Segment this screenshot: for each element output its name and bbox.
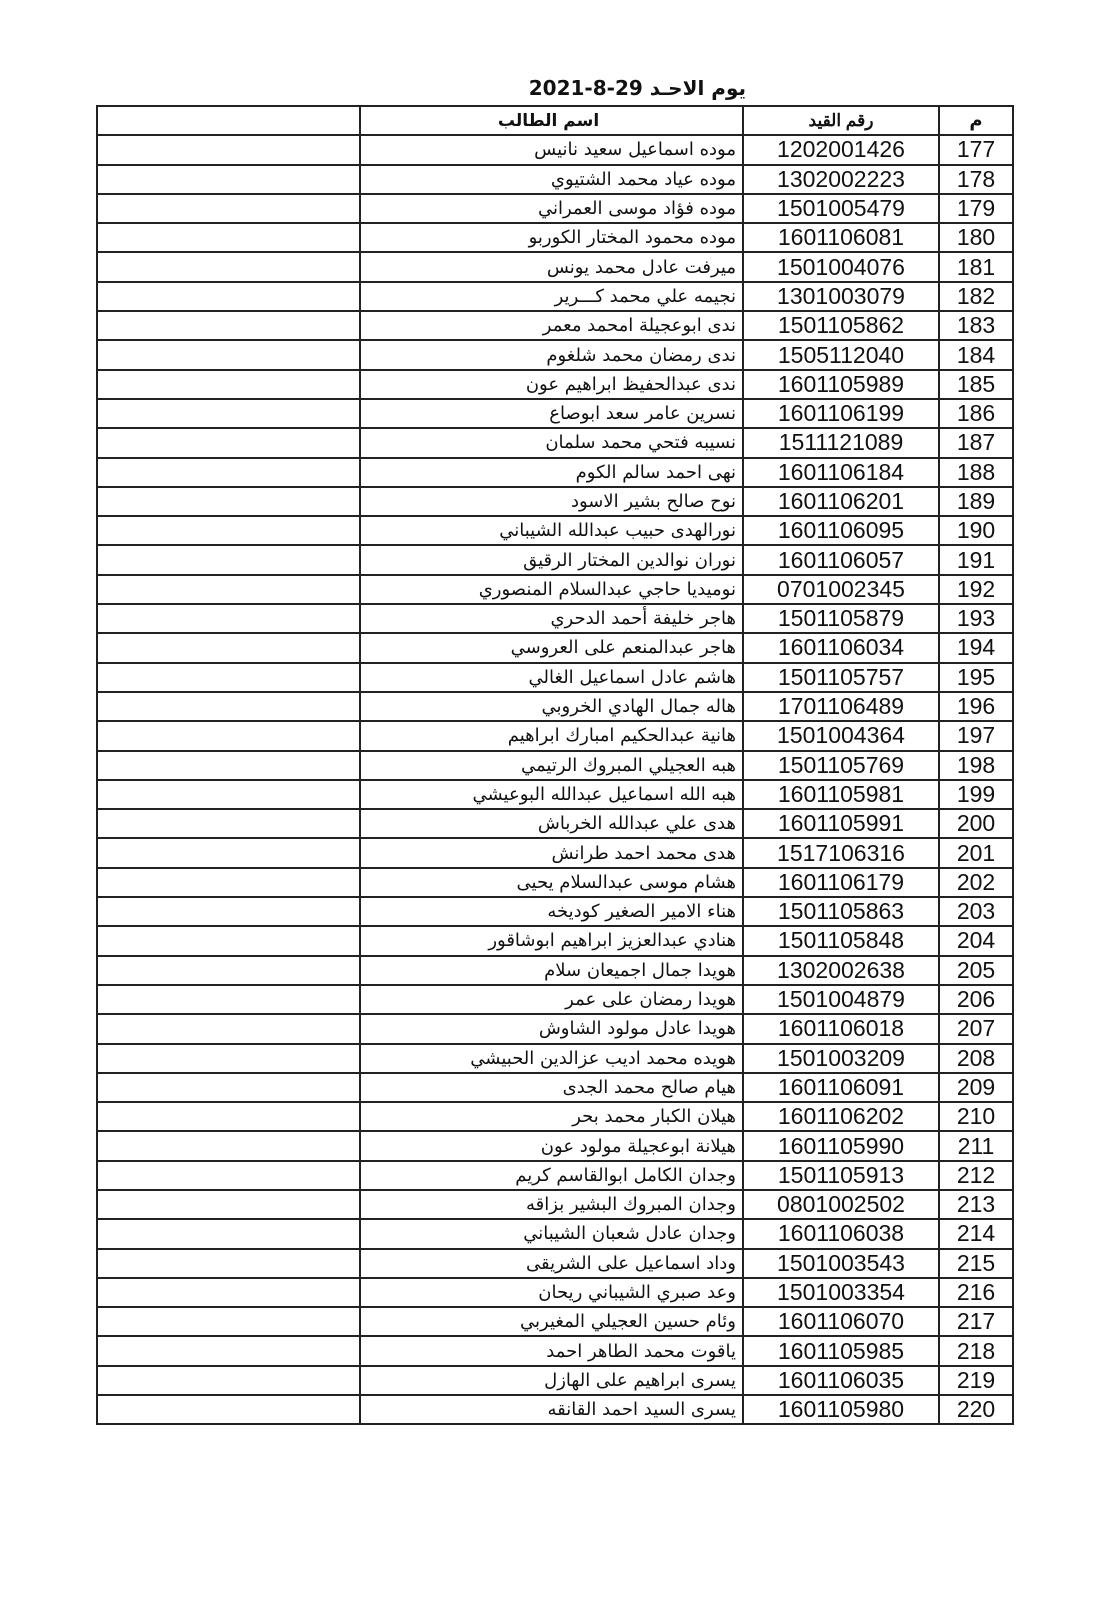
table-row [97, 282, 1013, 311]
serial-number-cell: 180 [939, 223, 1013, 252]
header-serial: م [939, 106, 1013, 135]
registration-number-cell: 1601106091 [743, 1073, 939, 1102]
serial-number-cell: 217 [939, 1307, 1013, 1336]
serial-number-cell: 194 [939, 633, 1013, 662]
serial-number-cell: 206 [939, 985, 1013, 1014]
serial-number-cell: 203 [939, 897, 1013, 926]
serial-number-cell: 178 [939, 165, 1013, 194]
row-blank-cell [97, 604, 360, 633]
student-name-cell: ميرفت عادل محمد يونس [360, 252, 743, 281]
registration-number-cell: 1601105981 [743, 780, 939, 809]
serial-number-cell: 189 [939, 487, 1013, 516]
table-header-row [97, 106, 1013, 135]
table-row [97, 1014, 1013, 1043]
registration-number-cell: 1601106179 [743, 868, 939, 897]
student-name-cell: هشام موسى عبدالسلام يحيى [360, 868, 743, 897]
row-blank-cell [97, 897, 360, 926]
row-blank-cell [97, 985, 360, 1014]
serial-number-cell: 205 [939, 956, 1013, 985]
student-name-cell: هاشم عادل اسماعيل الغالي [360, 663, 743, 692]
row-blank-cell [97, 545, 360, 574]
table-row [97, 165, 1013, 194]
serial-number-cell: 218 [939, 1336, 1013, 1365]
registration-number-cell: 1517106316 [743, 838, 939, 867]
row-blank-cell [97, 370, 360, 399]
student-name-cell: ندى ابوعجيلة امحمد معمر [360, 311, 743, 340]
row-blank-cell [97, 926, 360, 955]
student-name-cell: ندى عبدالحفيظ ابراهيم عون [360, 370, 743, 399]
registration-number-cell: 1511121089 [743, 428, 939, 457]
student-name-cell: موده اسماعيل سعيد نانيس [360, 135, 743, 164]
row-blank-cell [97, 252, 360, 281]
student-name-cell: موده محمود المختار الكوربو [360, 223, 743, 252]
table-row [97, 985, 1013, 1014]
registration-number-cell: 1501105862 [743, 311, 939, 340]
table-row [97, 1190, 1013, 1219]
registration-number-cell: 1505112040 [743, 340, 939, 369]
serial-number-cell: 201 [939, 838, 1013, 867]
table-row [97, 838, 1013, 867]
serial-number-cell: 208 [939, 1044, 1013, 1073]
serial-number-cell: 191 [939, 545, 1013, 574]
table-row [97, 1073, 1013, 1102]
student-name-cell: موده فؤاد موسى العمراني [360, 194, 743, 223]
row-blank-cell [97, 1249, 360, 1278]
row-blank-cell [97, 282, 360, 311]
row-blank-cell [97, 194, 360, 223]
row-blank-cell [97, 1190, 360, 1219]
registration-number-cell: 1601105980 [743, 1395, 939, 1424]
table-row [97, 1395, 1013, 1424]
serial-number-cell: 198 [939, 751, 1013, 780]
registration-number-cell: 1301003079 [743, 282, 939, 311]
student-name-cell: وجدان الكامل ابوالقاسم كريم [360, 1161, 743, 1190]
registration-number-cell: 0701002345 [743, 575, 939, 604]
student-name-cell: نورالهدى حبيب عبدالله الشيباني [360, 516, 743, 545]
registration-number-cell: 0801002502 [743, 1190, 939, 1219]
student-name-cell: وداد اسماعيل على الشريقى [360, 1249, 743, 1278]
registration-number-cell: 1601106081 [743, 223, 939, 252]
table-row [97, 897, 1013, 926]
row-blank-cell [97, 809, 360, 838]
table-row [97, 1336, 1013, 1365]
row-blank-cell [97, 487, 360, 516]
registration-number-cell: 1601106018 [743, 1014, 939, 1043]
student-name-cell: نوران نوالدين المختار الرقيق [360, 545, 743, 574]
student-name-cell: وجدان عادل شعبان الشيباني [360, 1219, 743, 1248]
serial-number-cell: 186 [939, 399, 1013, 428]
student-name-cell: يسرى ابراهيم على الهازل [360, 1366, 743, 1395]
serial-number-cell: 193 [939, 604, 1013, 633]
serial-number-cell: 192 [939, 575, 1013, 604]
row-blank-cell [97, 1307, 360, 1336]
registration-number-cell: 1302002223 [743, 165, 939, 194]
serial-number-cell: 200 [939, 809, 1013, 838]
serial-number-cell: 197 [939, 721, 1013, 750]
table-row [97, 1249, 1013, 1278]
registration-number-cell: 1501004364 [743, 721, 939, 750]
serial-number-cell: 204 [939, 926, 1013, 955]
registration-number-cell: 1501003354 [743, 1278, 939, 1307]
row-blank-cell [97, 428, 360, 457]
registration-number-cell: 1501105848 [743, 926, 939, 955]
table-row [97, 692, 1013, 721]
table-row [97, 1102, 1013, 1131]
row-blank-cell [97, 223, 360, 252]
row-blank-cell [97, 1014, 360, 1043]
registration-number-cell: 1601106202 [743, 1102, 939, 1131]
serial-number-cell: 213 [939, 1190, 1013, 1219]
row-blank-cell [97, 1161, 360, 1190]
serial-number-cell: 196 [939, 692, 1013, 721]
header-student-name: اسم الطالب [360, 106, 743, 135]
serial-number-cell: 202 [939, 868, 1013, 897]
table-row [97, 311, 1013, 340]
table-row [97, 487, 1013, 516]
student-name-cell: هويدا عادل مولود الشاوش [360, 1014, 743, 1043]
student-name-cell: هويدا رمضان على عمر [360, 985, 743, 1014]
table-row [97, 1219, 1013, 1248]
student-name-cell: هاجر عبدالمنعم على العروسي [360, 633, 743, 662]
registration-number-cell: 1501105769 [743, 751, 939, 780]
student-name-cell: نجيمه علي محمد كـــرير [360, 282, 743, 311]
student-name-cell: موده عياد محمد الشتيوي [360, 165, 743, 194]
student-name-cell: وعد صبري الشيباني ريحان [360, 1278, 743, 1307]
table-row [97, 370, 1013, 399]
row-blank-cell [97, 868, 360, 897]
student-name-cell: وجدان المبروك البشير بزاقه [360, 1190, 743, 1219]
serial-number-cell: 185 [939, 370, 1013, 399]
serial-number-cell: 190 [939, 516, 1013, 545]
student-name-cell: يسرى السيد احمد القانقه [360, 1395, 743, 1424]
table-row [97, 721, 1013, 750]
serial-number-cell: 177 [939, 135, 1013, 164]
row-blank-cell [97, 633, 360, 662]
student-name-cell: هناء الامير الصغير كوديخه [360, 897, 743, 926]
student-name-cell: هبه الله اسماعيل عبدالله البوعيشي [360, 780, 743, 809]
serial-number-cell: 215 [939, 1249, 1013, 1278]
registration-number-cell: 1601106095 [743, 516, 939, 545]
student-name-cell: هدى علي عبدالله الخرباش [360, 809, 743, 838]
serial-number-cell: 219 [939, 1366, 1013, 1395]
row-blank-cell [97, 1395, 360, 1424]
registration-number-cell: 1501004076 [743, 252, 939, 281]
registration-number-cell: 1501005479 [743, 194, 939, 223]
row-blank-cell [97, 458, 360, 487]
student-name-cell: نوميديا حاجي عبدالسلام المنصوري [360, 575, 743, 604]
table-row [97, 194, 1013, 223]
row-blank-cell [97, 1219, 360, 1248]
row-blank-cell [97, 165, 360, 194]
registration-number-cell: 1601106184 [743, 458, 939, 487]
serial-number-cell: 195 [939, 663, 1013, 692]
registration-number-cell: 1601106034 [743, 633, 939, 662]
row-blank-cell [97, 663, 360, 692]
table-row [97, 135, 1013, 164]
row-blank-cell [97, 838, 360, 867]
table-row [97, 1278, 1013, 1307]
student-name-cell: نوح صالح بشير الاسود [360, 487, 743, 516]
student-name-cell: هويده محمد اديب عزالدين الحبيشي [360, 1044, 743, 1073]
row-blank-cell [97, 1102, 360, 1131]
registration-number-cell: 1501003209 [743, 1044, 939, 1073]
page-title: يوم الاحـد 29-8-2021 [528, 76, 746, 100]
table-row [97, 399, 1013, 428]
row-blank-cell [97, 1278, 360, 1307]
row-blank-cell [97, 311, 360, 340]
serial-number-cell: 216 [939, 1278, 1013, 1307]
registration-number-cell: 1601106035 [743, 1366, 939, 1395]
student-name-cell: وئام حسين العجيلي المغيربي [360, 1307, 743, 1336]
student-name-cell: هاجر خليفة أحمد الدحري [360, 604, 743, 633]
header-registration-number: رقم القيد [743, 106, 939, 135]
row-blank-cell [97, 692, 360, 721]
row-blank-cell [97, 575, 360, 604]
registration-number-cell: 1501004879 [743, 985, 939, 1014]
table-row [97, 663, 1013, 692]
serial-number-cell: 184 [939, 340, 1013, 369]
row-blank-cell [97, 1336, 360, 1365]
registration-number-cell: 1501105863 [743, 897, 939, 926]
student-name-cell: ياقوت محمد الطاهر احمد [360, 1336, 743, 1365]
student-name-cell: هدى محمد احمد طرانش [360, 838, 743, 867]
table-row [97, 1366, 1013, 1395]
row-blank-cell [97, 721, 360, 750]
serial-number-cell: 199 [939, 780, 1013, 809]
student-name-cell: هيام صالح محمد الجدى [360, 1073, 743, 1102]
table-row [97, 545, 1013, 574]
serial-number-cell: 209 [939, 1073, 1013, 1102]
registration-number-cell: 1202001426 [743, 135, 939, 164]
serial-number-cell: 183 [939, 311, 1013, 340]
serial-number-cell: 214 [939, 1219, 1013, 1248]
table-row [97, 252, 1013, 281]
student-name-cell: نسيبه فتحي محمد سلمان [360, 428, 743, 457]
table-row [97, 1307, 1013, 1336]
registration-number-cell: 1501105913 [743, 1161, 939, 1190]
serial-number-cell: 211 [939, 1131, 1013, 1160]
row-blank-cell [97, 1366, 360, 1395]
registration-number-cell: 1601106201 [743, 487, 939, 516]
table-row [97, 1044, 1013, 1073]
serial-number-cell: 182 [939, 282, 1013, 311]
serial-number-cell: 188 [939, 458, 1013, 487]
serial-number-cell: 220 [939, 1395, 1013, 1424]
table-row [97, 575, 1013, 604]
registration-number-cell: 1601105985 [743, 1336, 939, 1365]
row-blank-cell [97, 399, 360, 428]
serial-number-cell: 207 [939, 1014, 1013, 1043]
row-blank-cell [97, 956, 360, 985]
table-row [97, 1131, 1013, 1160]
student-name-cell: هويدا جمال اجميعان سلام [360, 956, 743, 985]
student-name-cell: هنادي عبدالعزيز ابراهيم ابوشاقور [360, 926, 743, 955]
serial-number-cell: 212 [939, 1161, 1013, 1190]
row-blank-cell [97, 1044, 360, 1073]
table-row [97, 1161, 1013, 1190]
table-row [97, 956, 1013, 985]
registration-number-cell: 1501105879 [743, 604, 939, 633]
student-name-cell: ندى رمضان محمد شلغوم [360, 340, 743, 369]
student-name-cell: نهى احمد سالم الكوم [360, 458, 743, 487]
registration-number-cell: 1501105757 [743, 663, 939, 692]
table-row [97, 223, 1013, 252]
serial-number-cell: 187 [939, 428, 1013, 457]
table-row [97, 809, 1013, 838]
row-blank-cell [97, 751, 360, 780]
registration-number-cell: 1601106199 [743, 399, 939, 428]
student-name-cell: هبه العجيلي المبروك الرتيمي [360, 751, 743, 780]
registration-number-cell: 1601105989 [743, 370, 939, 399]
header-blank-cell [97, 106, 360, 135]
registration-number-cell: 1601105991 [743, 809, 939, 838]
serial-number-cell: 210 [939, 1102, 1013, 1131]
row-blank-cell [97, 780, 360, 809]
table-row [97, 868, 1013, 897]
table-row [97, 751, 1013, 780]
row-blank-cell [97, 340, 360, 369]
registration-number-cell: 1601106057 [743, 545, 939, 574]
row-blank-cell [97, 1073, 360, 1102]
student-name-cell: هيلانة ابوعجيلة مولود عون [360, 1131, 743, 1160]
row-blank-cell [97, 135, 360, 164]
registration-number-cell: 1601106070 [743, 1307, 939, 1336]
table-row [97, 780, 1013, 809]
table-row [97, 428, 1013, 457]
registration-number-cell: 1701106489 [743, 692, 939, 721]
table-row [97, 604, 1013, 633]
registration-number-cell: 1601106038 [743, 1219, 939, 1248]
row-blank-cell [97, 516, 360, 545]
table-row [97, 926, 1013, 955]
table-row [97, 340, 1013, 369]
registration-number-cell: 1302002638 [743, 956, 939, 985]
registration-number-cell: 1601105990 [743, 1131, 939, 1160]
table-row [97, 633, 1013, 662]
row-blank-cell [97, 1131, 360, 1160]
table-row [97, 516, 1013, 545]
table-row [97, 458, 1013, 487]
student-name-cell: هيلان الكبار محمد بحر [360, 1102, 743, 1131]
serial-number-cell: 181 [939, 252, 1013, 281]
student-table [96, 105, 1014, 1425]
student-name-cell: هانية عبدالحكيم امبارك ابراهيم [360, 721, 743, 750]
serial-number-cell: 179 [939, 194, 1013, 223]
registration-number-cell: 1501003543 [743, 1249, 939, 1278]
student-name-cell: نسرين عامر سعد ابوصاع [360, 399, 743, 428]
student-name-cell: هاله جمال الهادي الخروبي [360, 692, 743, 721]
